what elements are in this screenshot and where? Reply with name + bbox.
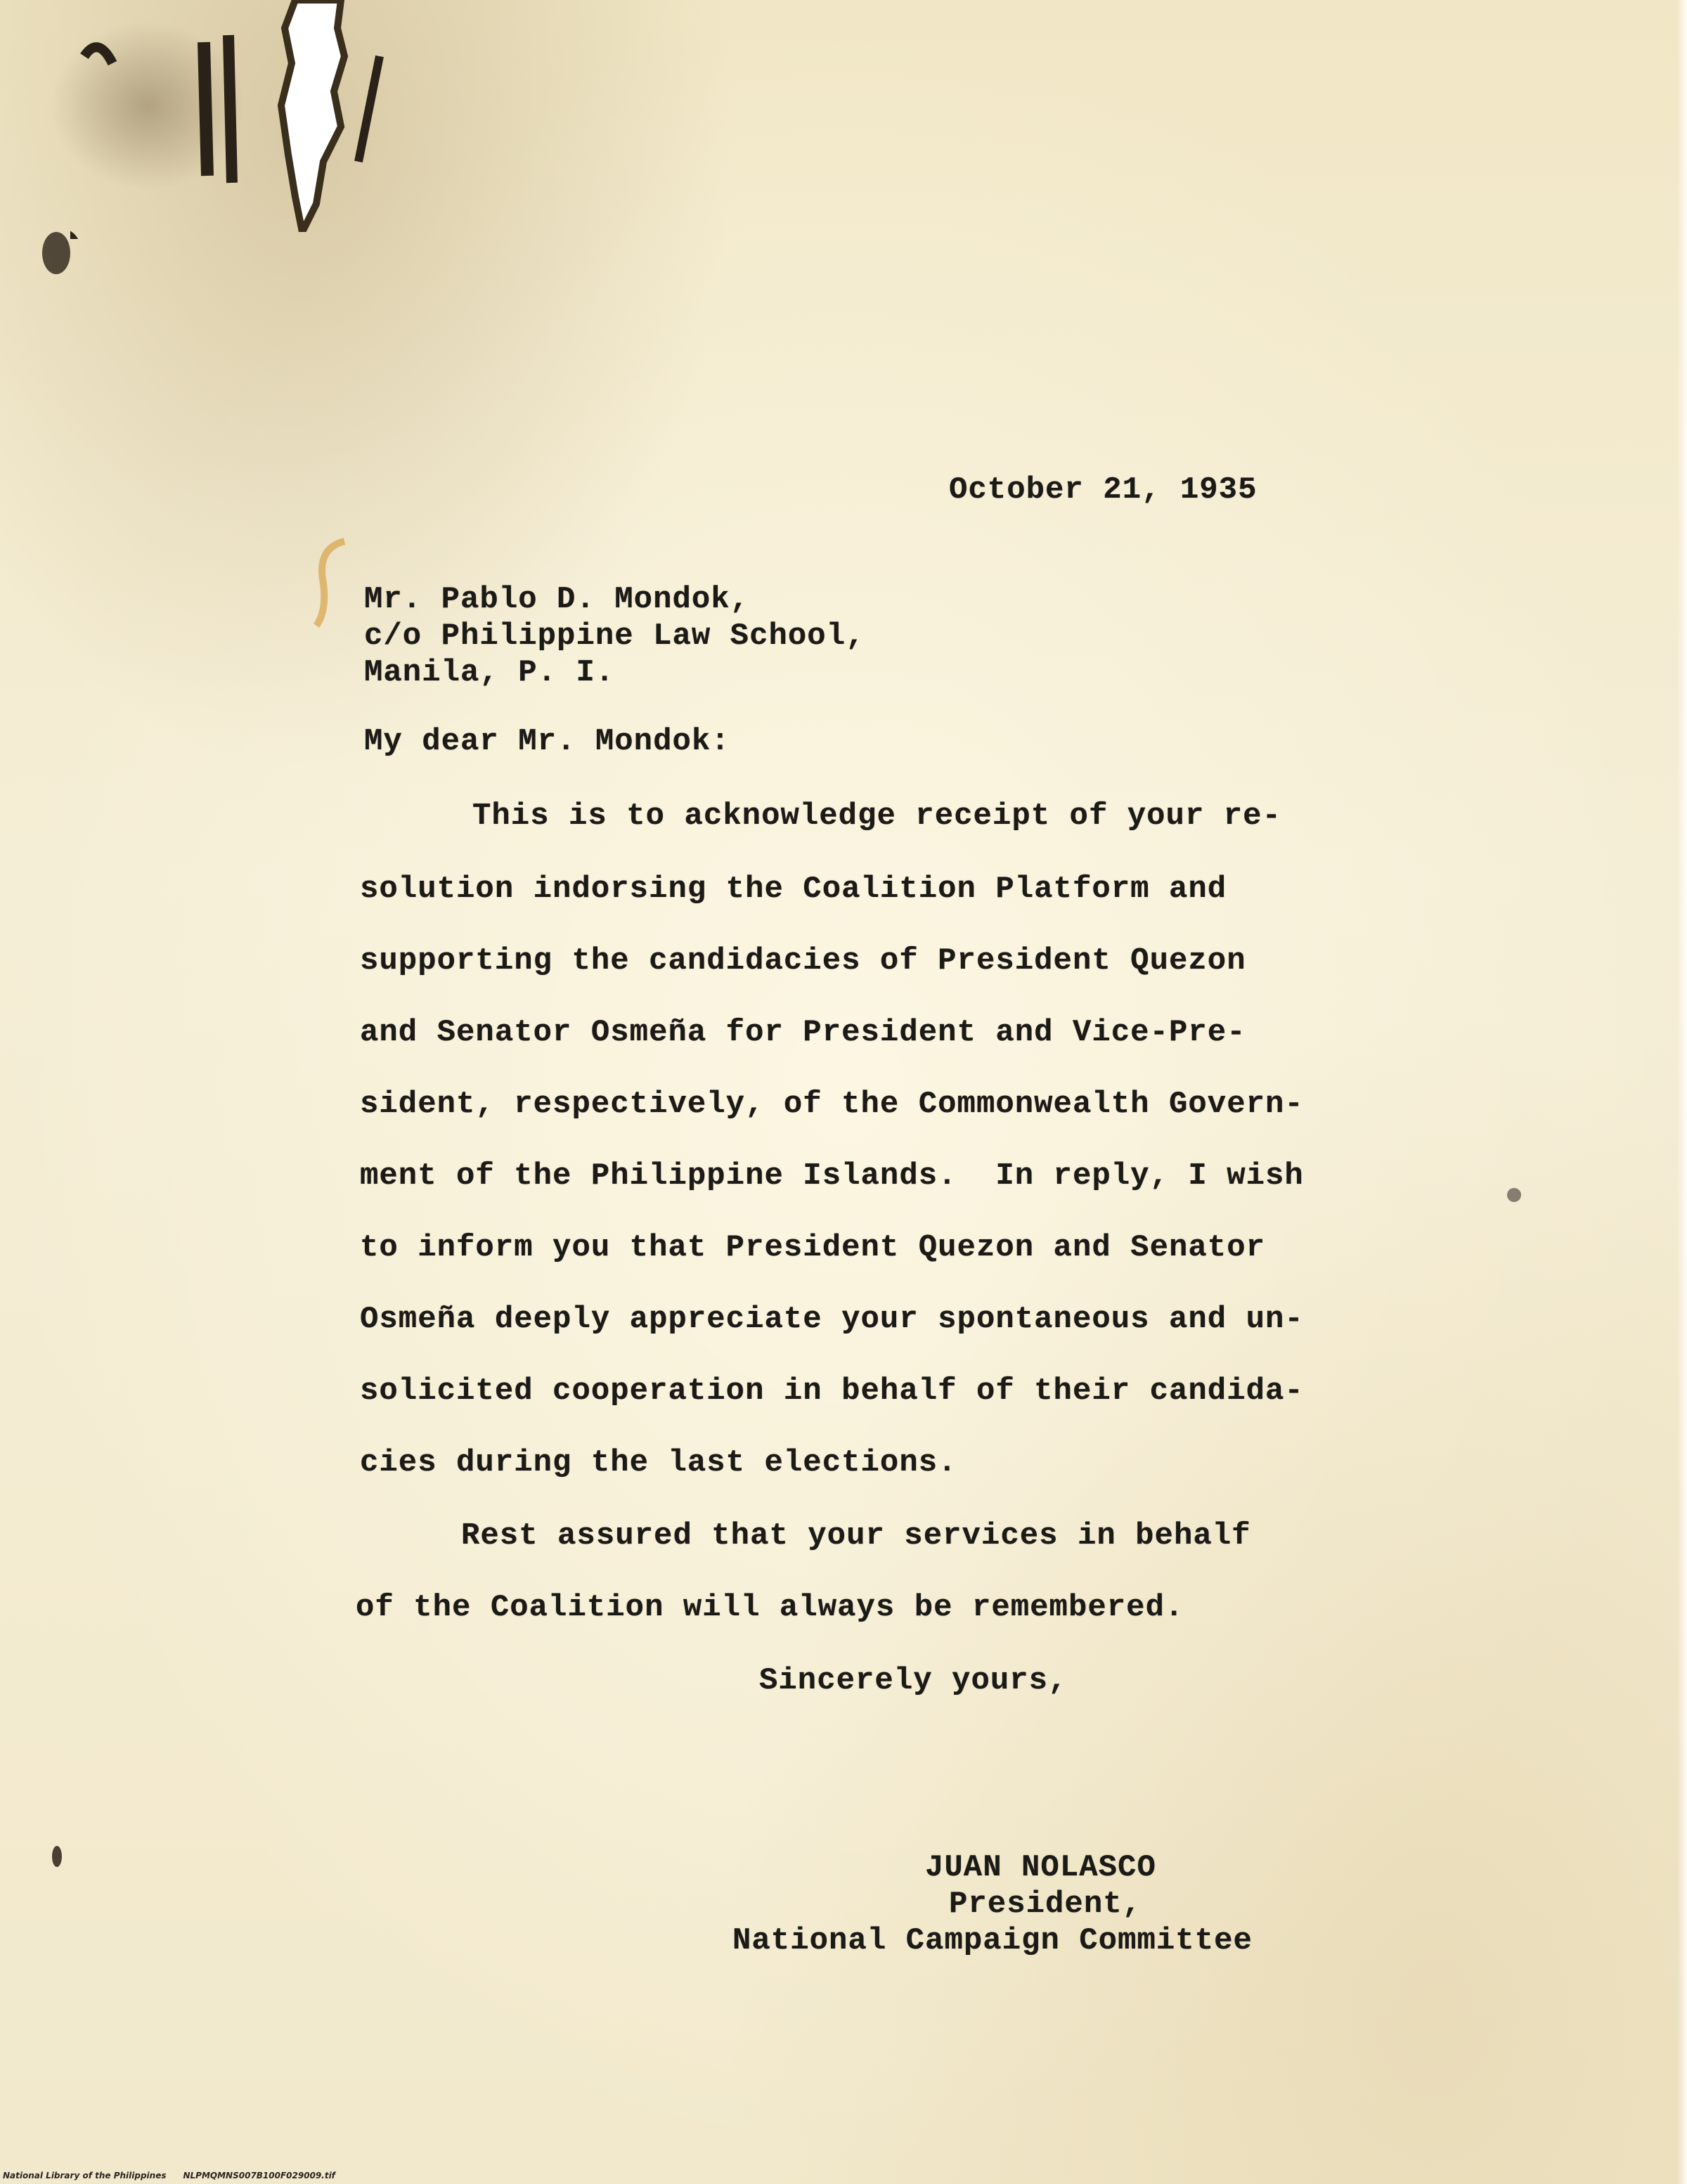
address-line-2: c/o Philippine Law School, (364, 619, 865, 654)
dot-right (1507, 1188, 1521, 1202)
body-line: ment of the Philippine Islands. In reply, I wish (360, 1158, 1304, 1194)
body-line: Rest assured that your services in behalf (461, 1518, 1251, 1553)
body-line: of the Coalition will always be remembered. (356, 1590, 1184, 1625)
library-name: National Library of the Philippines (3, 2171, 167, 2180)
blot-left-lower (52, 1846, 62, 1867)
address-line-3: Manila, P. I. (364, 655, 615, 690)
orange-mark (302, 534, 351, 633)
salutation: My dear Mr. Mondok: (364, 724, 730, 759)
scan-edge (1677, 0, 1687, 2184)
body-line: and Senator Osmeña for President and Vice-Pre- (360, 1015, 1246, 1050)
body-line: cies during the last elections. (360, 1445, 957, 1480)
body-line: solicited cooperation in behalf of their candida- (360, 1374, 1304, 1409)
blot-left (42, 232, 70, 274)
file-name: NLPMQMNS007B100F029009.tif (183, 2171, 335, 2180)
signature-organization: National Campaign Committee (732, 1923, 1253, 1958)
address-line-1: Mr. Pablo D. Mondok, (364, 582, 750, 617)
body-line: solution indorsing the Coalition Platform and (360, 872, 1227, 907)
body-line: supporting the candidacies of President Quezon (360, 943, 1246, 978)
body-line: to inform you that President Quezon and Senator (360, 1230, 1266, 1265)
body-line: Osmeña deeply appreciate your spontaneous and un- (360, 1302, 1304, 1337)
body-line: This is to acknowledge receipt of your re- (472, 799, 1281, 834)
signature-title: President, (949, 1887, 1142, 1922)
signature-name: JUAN NOLASCO (925, 1850, 1156, 1885)
archive-caption (3, 2171, 352, 2180)
closing: Sincerely yours, (759, 1663, 1068, 1698)
handwritten-mark-top (70, 14, 436, 239)
letter-date: October 21, 1935 (949, 472, 1258, 508)
body-line: sident, respectively, of the Commonwealth Govern- (360, 1087, 1304, 1122)
